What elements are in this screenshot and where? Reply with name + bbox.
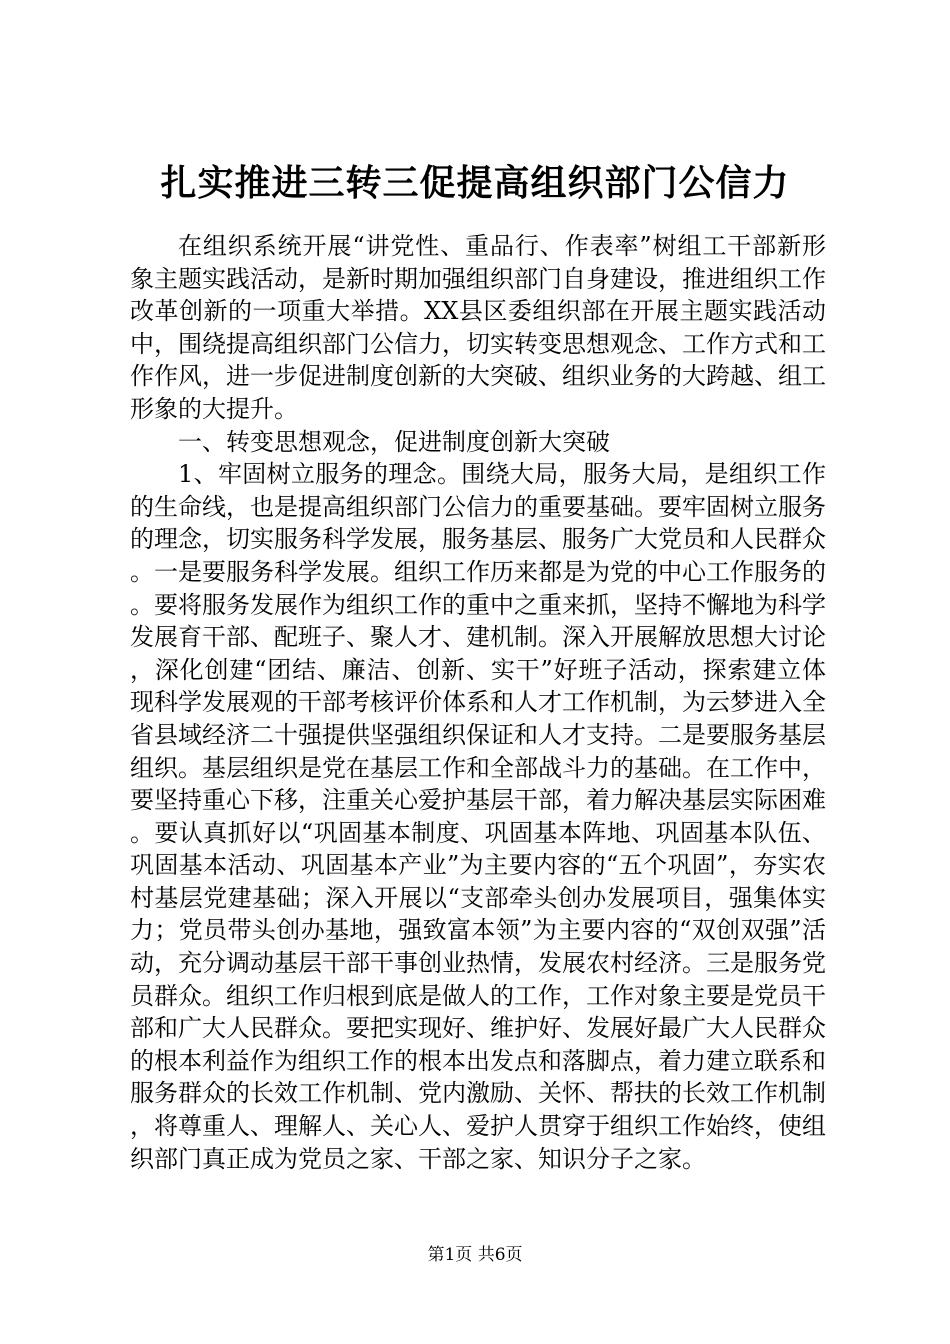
document-body [130,230,826,1175]
document-title: 扎实推进三转三促提高组织部门公信力 [160,162,790,204]
page-number-footer: 第1页 共6页 [427,1245,523,1265]
intro-paragraph: 在组织系统开展“讲党性、重品行、作表率”树组工干部新形象主题实践活动，是新时期加强组织部门自身建设，推进组织工作改革创新的一项重大举措。XX县区委组织部在开展主题实践活动中，围绕提高组织部门公信力，切实转变思想观念、工作方式和工作作风，进一步促进制度创新的大突破、组织业务的大跨越、组工形象的大提升。 [130,232,826,423]
body-paragraph: 1、牢固树立服务的理念。围绕大局，服务大局，是组织工作的生命线，也是提高组织部门公信力的重要基础。要牢固树立服务的理念，切实服务科学发展，服务基层、服务广大党员和人民群众。一是要服务科学发展。组织工作历来都是为党的中心工作服务的。要将服务发展作为组织工作的重中之重来抓，坚持不懈地为科学发展育干部、配班子、聚人才、建机制。深入开展解放思想大讨论，深化创建“团结、廉洁、创新、实干”好班子活动，探索建立体现科学发展观的干部考核评价体系和人才工作机制，为云梦进入全省县域经济二十强提供坚强组织保证和人才支持。二是要服务基层组织。基层组织是党在基层工作和全部战斗力的基础。在工作中，要坚持重心下移，注重关心爱护基层干部，着力解决基层实际困难。要认真抓好以“巩固基本制度、巩固基本阵地、巩固基本队伍、巩固基本活动、巩固基本产业”为主要内容的“五个巩固”，夯实农村基层党建基础；深入开展以“支部牵头创办发展项目，强集体实力；党员带头创办基地，强致富本领”为主要内容的“双创双强”活动，充分调动基层干部干事创业热情，发展农村经济。三是服务党员群众。组织工作归根到底是做人的工作，工作对象主要是党员干部和广大人民群众。要把实现好、维护好、发展好最广大人民群众的根本利益作为组织工作的根本出发点和落脚点，着力建立联系和服务群众的长效工作机制、党内激励、关怀、帮扶的长效工作机制，将尊重人、理解人、关心人、爱护人贯穿于组织工作始终，使组织部门真正成为党员之家、干部之家、知识分子之家。 [130,460,826,1173]
section-heading: 一、转变思想观念，促进制度创新大突破 [178,427,610,456]
